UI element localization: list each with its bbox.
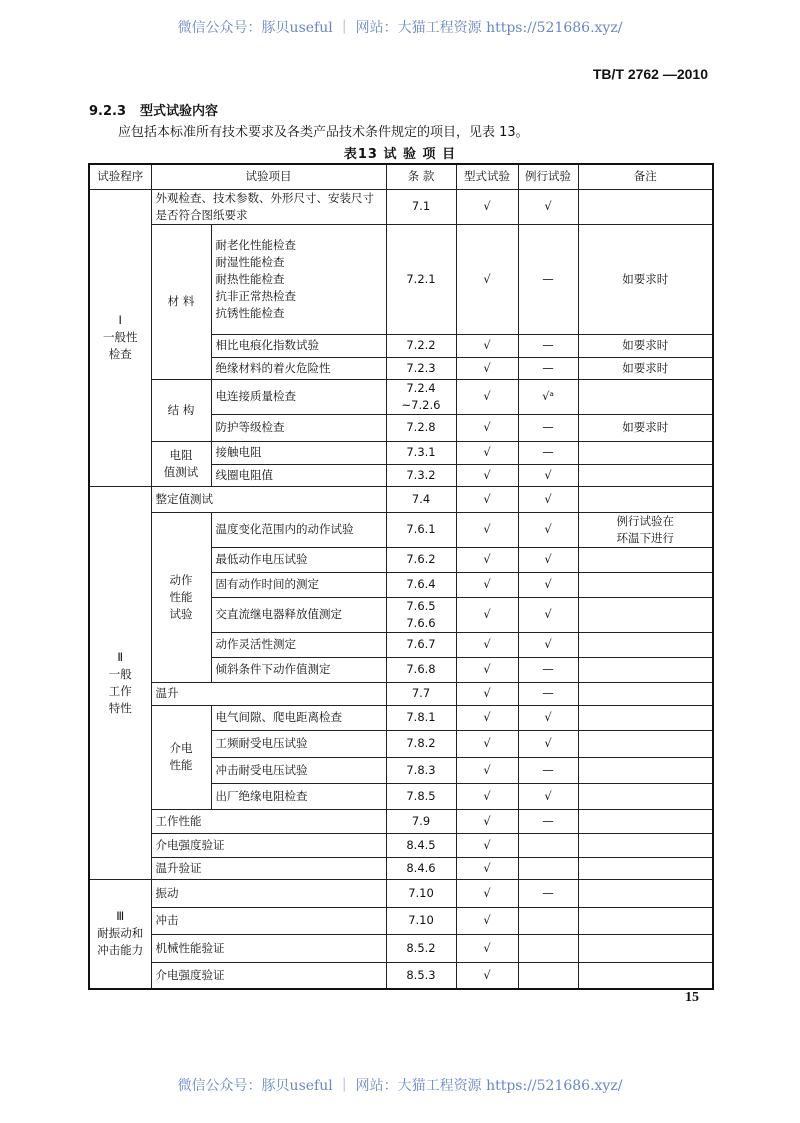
header-procedure: 试验程序 <box>89 164 151 189</box>
routine-test-cell: √ <box>518 189 578 224</box>
type-test-cell: √ <box>456 730 518 757</box>
standard-code: TB/T 2762 —2010 <box>592 66 708 82</box>
clause-cell: 7.2.4 ~7.2.6 <box>386 379 456 414</box>
table-row <box>89 379 713 414</box>
routine-test-cell <box>518 962 578 989</box>
routine-test-cell: — <box>518 879 578 907</box>
type-test-cell: √ <box>456 189 518 224</box>
table-caption: 表13 试 验 项 目 <box>343 147 457 162</box>
test-item-cell: 工作性能 <box>151 809 386 833</box>
routine-test-cell: — <box>518 357 578 379</box>
type-test-cell: √ <box>456 597 518 632</box>
type-test-cell: √ <box>456 334 518 357</box>
table-row <box>89 705 713 730</box>
clause-cell: 7.10 <box>386 879 456 907</box>
routine-test-cell: √ <box>518 632 578 657</box>
table-row <box>89 934 713 962</box>
test-item-cell: 出厂绝缘电阻检查 <box>211 783 386 809</box>
procedure-cell: Ⅱ 一般 工作 特性 <box>89 486 151 879</box>
test-item-cell: 线圈电阻值 <box>211 464 386 486</box>
test-item-cell: 外观检查、技术参数、外形尺寸、安装尺寸是否符合图纸要求 <box>151 189 386 224</box>
clause-cell: 8.5.3 <box>386 962 456 989</box>
type-test-cell: √ <box>456 962 518 989</box>
test-item-cell: 介电强度验证 <box>151 833 386 857</box>
remarks-cell <box>578 597 713 632</box>
routine-test-cell: √ <box>518 705 578 730</box>
type-test-cell: √ <box>456 657 518 682</box>
clause-cell: 7.1 <box>386 189 456 224</box>
test-item-cell: 接触电阻 <box>211 441 386 464</box>
remarks-cell <box>578 486 713 512</box>
test-items-table <box>88 163 714 990</box>
remarks-cell <box>578 632 713 657</box>
remarks-cell <box>578 441 713 464</box>
watermark-bottom: 微信公众号：豚贝useful ｜ 网站：大猫工程资源 https://521686.xyz/ <box>177 1078 623 1094</box>
remarks-cell <box>578 757 713 783</box>
section-title: 型式试验内容 <box>140 104 219 119</box>
table-row <box>89 857 713 879</box>
clause-cell: 7.7 <box>386 682 456 705</box>
table-row <box>89 907 713 934</box>
table-row <box>89 189 713 224</box>
routine-test-cell: √ <box>518 464 578 486</box>
test-item-cell: 动作灵活性测定 <box>211 632 386 657</box>
group-cell: 电阻 值测试 <box>151 441 211 486</box>
routine-test-cell: — <box>518 757 578 783</box>
type-test-cell: √ <box>456 486 518 512</box>
clause-cell: 7.8.3 <box>386 757 456 783</box>
remarks-cell: 例行试验在 环温下进行 <box>578 512 713 547</box>
remarks-cell: 如要求时 <box>578 414 713 441</box>
test-item-cell: 机械性能验证 <box>151 934 386 962</box>
clause-cell: 7.10 <box>386 907 456 934</box>
remarks-cell <box>578 962 713 989</box>
type-test-cell: √ <box>456 512 518 547</box>
clause-cell: 7.8.1 <box>386 705 456 730</box>
test-item-cell: 温度变化范围内的动作试验 <box>211 512 386 547</box>
routine-test-cell <box>518 934 578 962</box>
type-test-cell: √ <box>456 907 518 934</box>
clause-cell: 7.6.1 <box>386 512 456 547</box>
routine-test-cell: — <box>518 441 578 464</box>
type-test-cell: √ <box>456 441 518 464</box>
table-row <box>89 833 713 857</box>
remarks-cell <box>578 682 713 705</box>
clause-cell: 7.8.5 <box>386 783 456 809</box>
type-test-cell: √ <box>456 783 518 809</box>
routine-test-cell: — <box>518 334 578 357</box>
routine-test-cell: √ <box>518 597 578 632</box>
clause-cell: 8.5.2 <box>386 934 456 962</box>
type-test-cell: √ <box>456 414 518 441</box>
remarks-cell <box>578 730 713 757</box>
group-cell: 材 料 <box>151 224 211 379</box>
type-test-cell: √ <box>456 224 518 334</box>
clause-cell: 7.6.8 <box>386 657 456 682</box>
section-heading <box>89 100 218 119</box>
clause-cell: 8.4.6 <box>386 857 456 879</box>
routine-test-cell <box>518 907 578 934</box>
routine-test-cell: — <box>518 224 578 334</box>
header-item: 试验项目 <box>151 164 386 189</box>
remarks-cell <box>578 907 713 934</box>
remarks-cell: 如要求时 <box>578 357 713 379</box>
remarks-cell <box>578 189 713 224</box>
test-item-cell: 耐老化性能检查 耐湿性能检查 耐热性能检查 抗非正常热检查 抗锈性能检查 <box>211 224 386 334</box>
table-row <box>89 962 713 989</box>
remarks-cell <box>578 572 713 597</box>
table-row <box>89 441 713 464</box>
type-test-cell: √ <box>456 379 518 414</box>
routine-test-cell: √ᵃ <box>518 379 578 414</box>
table-row <box>89 224 713 334</box>
type-test-cell: √ <box>456 757 518 783</box>
type-test-cell: √ <box>456 705 518 730</box>
remarks-cell <box>578 547 713 572</box>
routine-test-cell: — <box>518 682 578 705</box>
test-item-cell: 振动 <box>151 879 386 907</box>
remarks-cell <box>578 783 713 809</box>
test-item-cell: 冲击 <box>151 907 386 934</box>
clause-cell: 7.6.5 7.6.6 <box>386 597 456 632</box>
clause-cell: 7.2.3 <box>386 357 456 379</box>
remarks-cell: 如要求时 <box>578 334 713 357</box>
test-item-cell: 电气间隙、爬电距离检查 <box>211 705 386 730</box>
clause-cell: 7.9 <box>386 809 456 833</box>
clause-cell: 7.3.1 <box>386 441 456 464</box>
group-cell: 介电 性能 <box>151 705 211 809</box>
clause-cell: 7.8.2 <box>386 730 456 757</box>
header-routine-test: 例行试验 <box>518 164 578 189</box>
routine-test-cell: √ <box>518 547 578 572</box>
clause-cell: 7.4 <box>386 486 456 512</box>
type-test-cell: √ <box>456 464 518 486</box>
test-item-cell: 相比电痕化指数试验 <box>211 334 386 357</box>
clause-cell: 8.4.5 <box>386 833 456 857</box>
table-row <box>89 682 713 705</box>
remarks-cell <box>578 705 713 730</box>
group-cell: 动作 性能 试验 <box>151 512 211 682</box>
remarks-cell <box>578 857 713 879</box>
test-item-cell: 交直流继电器释放值测定 <box>211 597 386 632</box>
routine-test-cell: √ <box>518 486 578 512</box>
table-row <box>89 512 713 547</box>
procedure-cell: Ⅰ 一般性 检查 <box>89 189 151 486</box>
remarks-cell: 如要求时 <box>578 224 713 334</box>
routine-test-cell: √ <box>518 730 578 757</box>
type-test-cell: √ <box>456 857 518 879</box>
type-test-cell: √ <box>456 682 518 705</box>
type-test-cell: √ <box>456 572 518 597</box>
remarks-cell <box>578 379 713 414</box>
type-test-cell: √ <box>456 357 518 379</box>
clause-cell: 7.3.2 <box>386 464 456 486</box>
table-row <box>89 809 713 833</box>
type-test-cell: √ <box>456 547 518 572</box>
type-test-cell: √ <box>456 632 518 657</box>
header-remarks: 备注 <box>578 164 713 189</box>
watermark-top: 微信公众号：豚贝useful ｜ 网站：大猫工程资源 https://521686.xyz/ <box>177 20 623 36</box>
type-test-cell: √ <box>456 833 518 857</box>
table-row <box>89 486 713 512</box>
routine-test-cell: √ <box>518 572 578 597</box>
test-item-cell: 介电强度验证 <box>151 962 386 989</box>
test-item-cell: 倾斜条件下动作值测定 <box>211 657 386 682</box>
clause-cell: 7.6.7 <box>386 632 456 657</box>
remarks-cell <box>578 833 713 857</box>
routine-test-cell: √ <box>518 512 578 547</box>
routine-test-cell <box>518 833 578 857</box>
remarks-cell <box>578 809 713 833</box>
remarks-cell <box>578 657 713 682</box>
clause-cell: 7.2.1 <box>386 224 456 334</box>
routine-test-cell: √ <box>518 783 578 809</box>
test-item-cell: 绝缘材料的着火危险性 <box>211 357 386 379</box>
test-item-cell: 最低动作电压试验 <box>211 547 386 572</box>
section-paragraph: 应包括本标准所有技术要求及各类产品技术条件规定的项目，见表 13。 <box>118 125 529 140</box>
test-item-cell: 温升 <box>151 682 386 705</box>
clause-cell: 7.2.2 <box>386 334 456 357</box>
header-type-test: 型式试验 <box>456 164 518 189</box>
header-clause: 条 款 <box>386 164 456 189</box>
test-item-cell: 工频耐受电压试验 <box>211 730 386 757</box>
type-test-cell: √ <box>456 879 518 907</box>
test-item-cell: 防护等级检查 <box>211 414 386 441</box>
test-item-cell: 冲击耐受电压试验 <box>211 757 386 783</box>
table-row <box>89 879 713 907</box>
remarks-cell <box>578 934 713 962</box>
test-item-cell: 电连接质量检查 <box>211 379 386 414</box>
remarks-cell <box>578 879 713 907</box>
routine-test-cell <box>518 857 578 879</box>
routine-test-cell: — <box>518 414 578 441</box>
procedure-cell: Ⅲ 耐振动和 冲击能力 <box>89 879 151 989</box>
remarks-cell <box>578 464 713 486</box>
group-cell: 结 构 <box>151 379 211 441</box>
test-item-cell: 固有动作时间的测定 <box>211 572 386 597</box>
routine-test-cell: — <box>518 657 578 682</box>
table-header-row <box>89 164 713 189</box>
test-item-cell: 整定值测试 <box>151 486 386 512</box>
type-test-cell: √ <box>456 809 518 833</box>
section-number: 9.2.3 <box>89 104 127 119</box>
routine-test-cell: — <box>518 809 578 833</box>
type-test-cell: √ <box>456 934 518 962</box>
clause-cell: 7.2.8 <box>386 414 456 441</box>
page-number: 15 <box>685 990 699 1005</box>
test-item-cell: 温升验证 <box>151 857 386 879</box>
clause-cell: 7.6.2 <box>386 547 456 572</box>
clause-cell: 7.6.4 <box>386 572 456 597</box>
